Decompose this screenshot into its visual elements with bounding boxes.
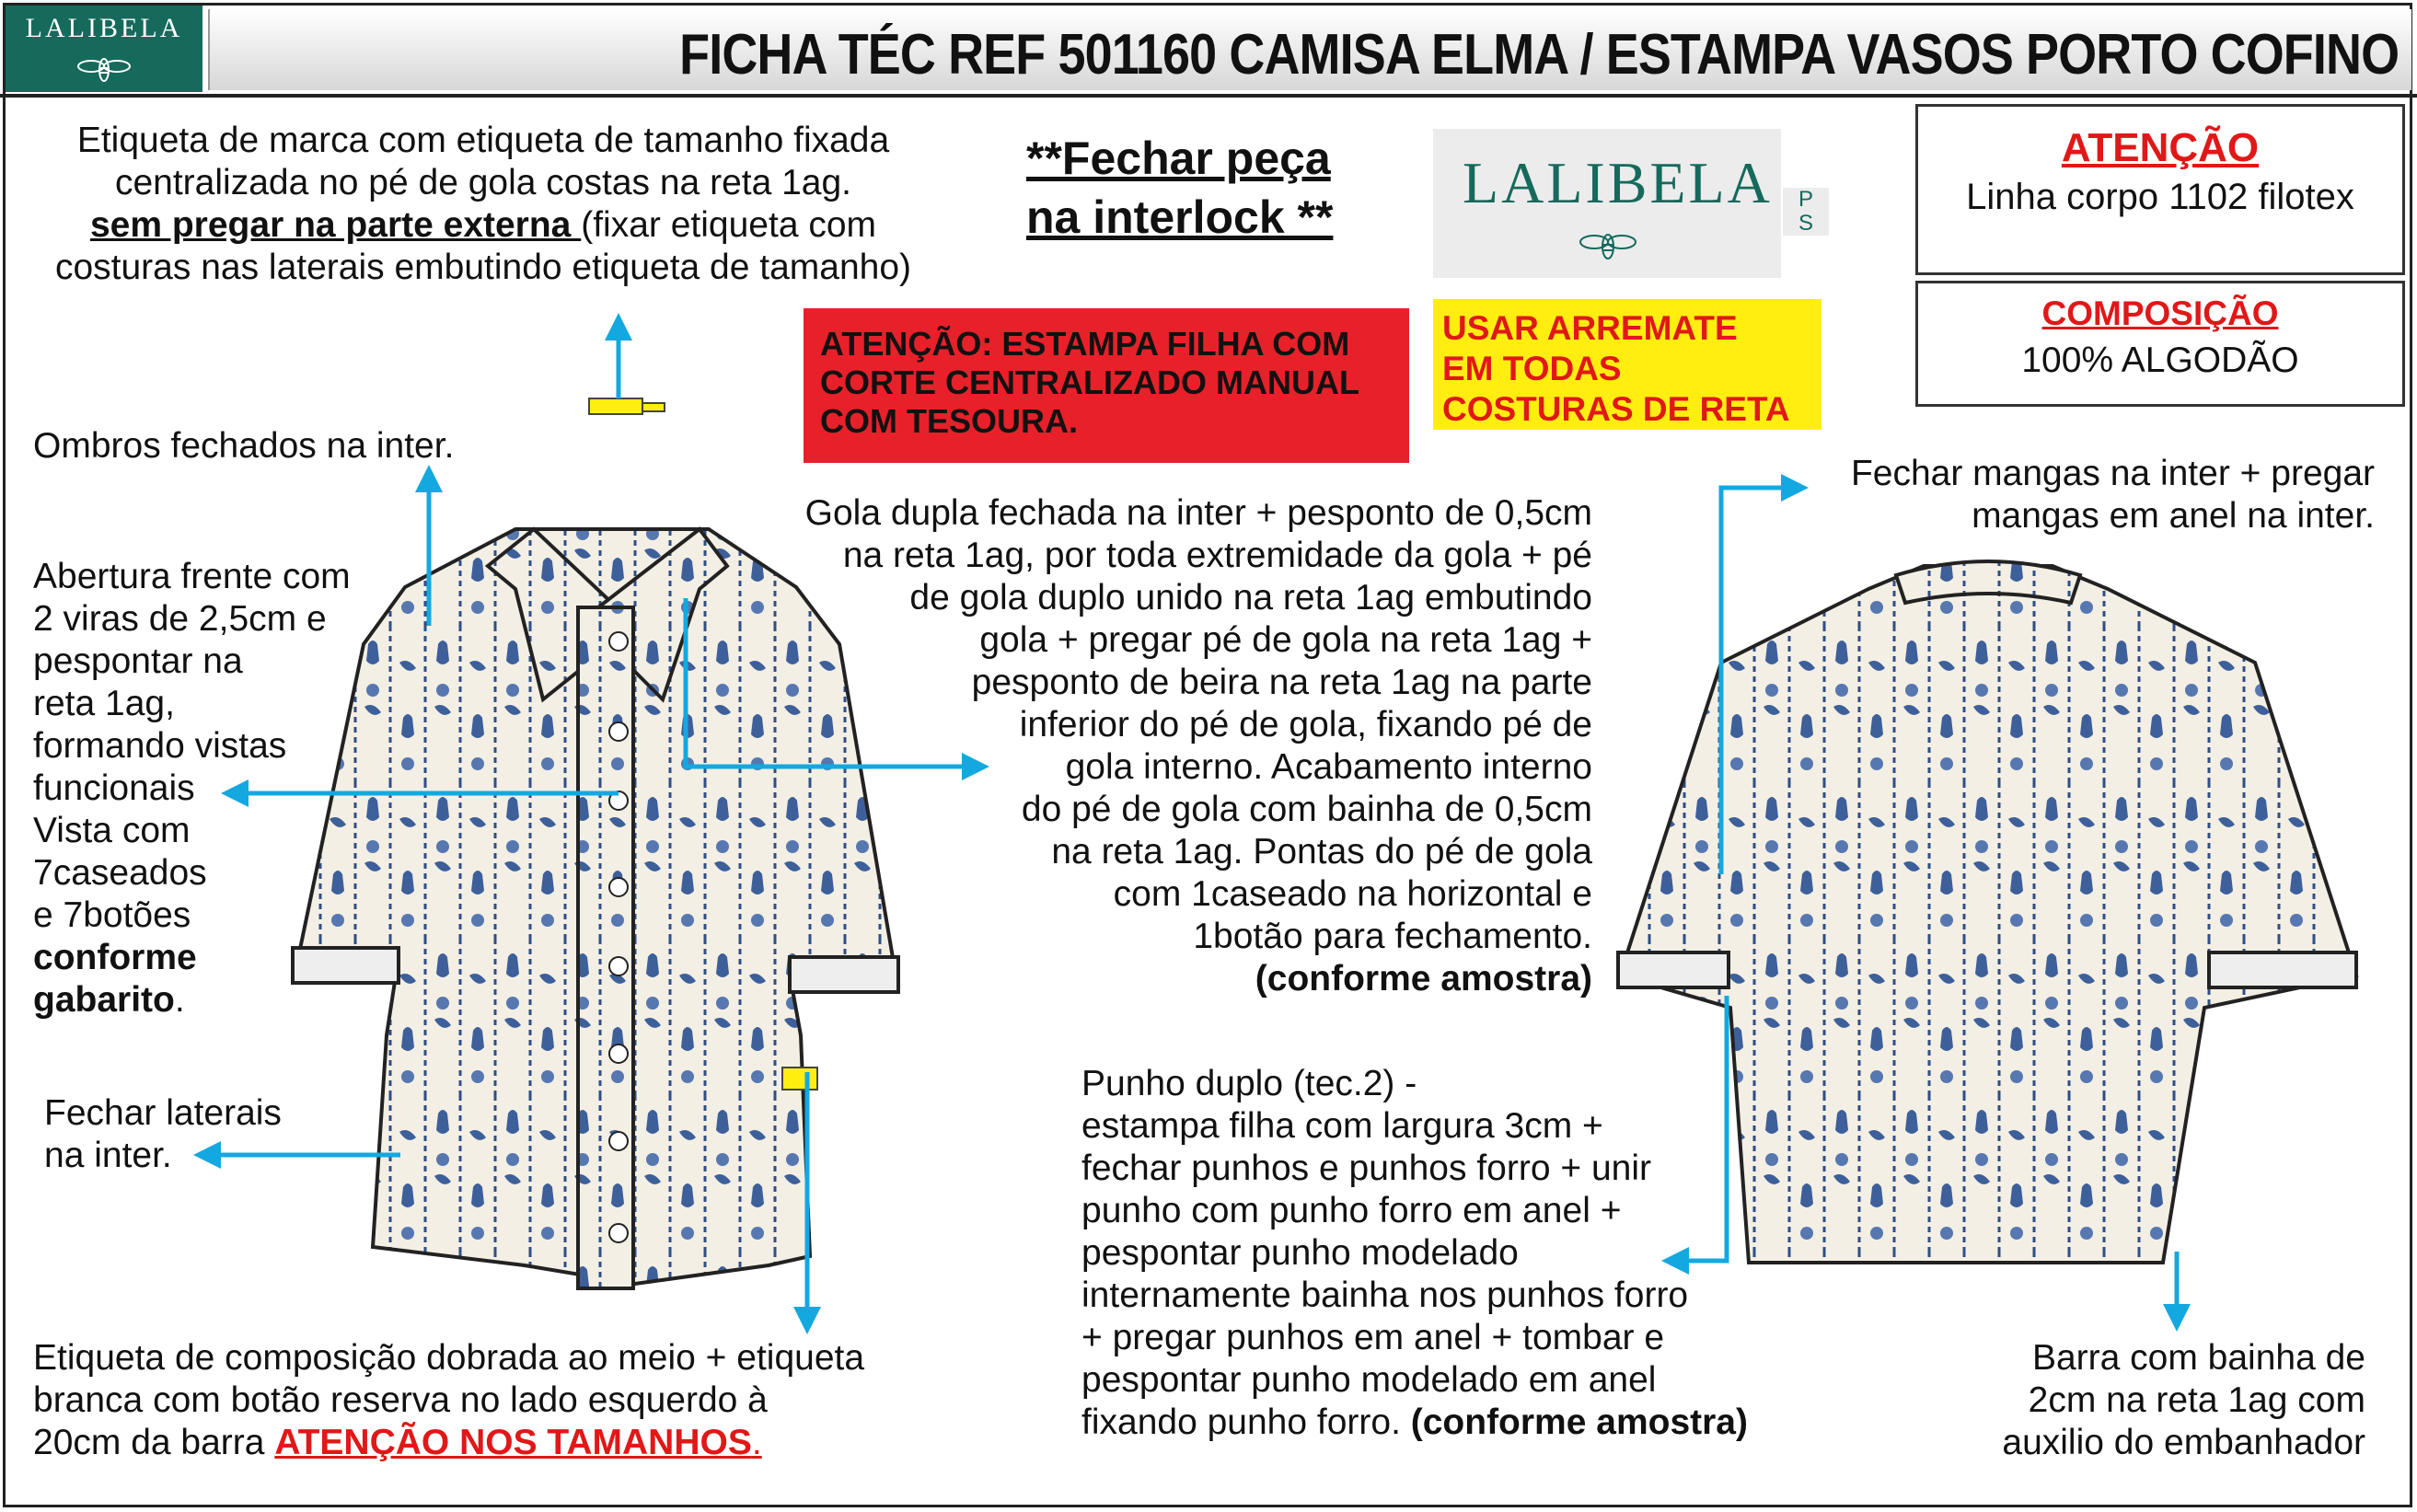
note-line: pespontar punho modelado [1081, 1233, 1519, 1273]
note-line: (conforme amostra) [1255, 959, 1592, 998]
alert-line: EM TODAS [1442, 350, 1622, 387]
note-line: Etiqueta de composição dobrada ao meio + etiqueta [33, 1338, 865, 1378]
note-text: (fixar etiqueta com [581, 205, 877, 245]
size-letter: S [1798, 211, 1813, 236]
arrow-cuff [1675, 996, 1727, 1261]
note-line: pesponto de beira na reta 1ag na parte [971, 663, 1592, 702]
note-text: 20cm da barra [33, 1423, 275, 1462]
alert-line: USAR ARREMATE [1442, 309, 1738, 347]
note-line: estampa filha com largura 3cm + [1081, 1106, 1603, 1146]
note-line: auxilio do embanhador [2002, 1423, 2365, 1462]
note-line: na reta 1ag. Pontas do pé de gola [1051, 832, 1592, 871]
composition-label-marker [782, 1068, 817, 1090]
note-line: Fechar laterais [44, 1093, 282, 1133]
note-line: reta 1ag, [33, 684, 175, 723]
note-line: fechar punhos e punhos forro + unir [1081, 1148, 1651, 1188]
shoulders-note: Ombros fechados na inter. [33, 426, 455, 466]
note-line: Etiqueta de marca com etiqueta de tamanho fixada [76, 121, 890, 160]
note-line: gola + pregar pé de gola na reta 1ag + [979, 620, 1592, 660]
attention-text: Linha corpo 1102 filotex [1966, 177, 2354, 217]
note-line: na inter. [44, 1136, 172, 1175]
note-line: com 1caseado na horizontal e [1113, 874, 1592, 914]
note-emphasis: ATENÇÃO NOS TAMANHOS [274, 1423, 752, 1462]
note-emphasis: gabarito [33, 980, 175, 1020]
document-title: FICHA TÉC REF 501160 CAMISA ELMA / ESTAMPA VASOS PORTO COFINO [678, 23, 2399, 87]
alert-line: ATENÇÃO: ESTAMPA FILHA COM [820, 325, 1350, 363]
note-line: branca com botão reserva no lado esquerdo à [33, 1380, 768, 1420]
note-line: + pregar punhos em anel + tombar e [1081, 1318, 1665, 1357]
alert-line: COM TESOURA. [820, 402, 1079, 440]
note-line: formando vistas [33, 726, 287, 766]
note-text: . [174, 980, 185, 1020]
note-line: de gola duplo unido na reta 1ag embutindo [909, 578, 1592, 617]
note-line: conforme [33, 938, 197, 977]
note-line: funcionais [33, 768, 195, 808]
note-line: costuras nas laterais embutindo etiqueta de tamanho) [54, 248, 912, 287]
note-text: . [751, 1423, 762, 1462]
alert-line: COSTURAS DE RETA [1442, 390, 1790, 428]
brand-label-marker [589, 398, 642, 414]
note-line: Gola dupla fechada na inter + pesponto de 0,5cm [804, 493, 1592, 533]
attention-title: ATENÇÃO [2061, 125, 2260, 170]
note-emphasis: sem pregar na parte externa [89, 205, 582, 245]
note-line: Vista com [33, 811, 191, 850]
note-line: mangas em anel na inter. [1972, 496, 2375, 536]
note-line: na interlock ** [1026, 191, 1334, 243]
note-line: 2 viras de 2,5cm e [33, 599, 327, 639]
brand-logo-text: LALIBELA [25, 13, 183, 43]
note-line: e 7botões [33, 895, 191, 935]
note-line: **Fechar peça [1026, 133, 1331, 184]
note-line: do pé de gola com bainha de 0,5cm [1021, 790, 1592, 829]
note-line: 1botão para fechamento. [1193, 917, 1592, 956]
note-line: 7caseados [33, 853, 207, 893]
note-line: Fechar mangas na inter + pregar [1850, 454, 2375, 493]
note-emphasis: (conforme amostra) [1410, 1402, 1748, 1442]
note-line: Barra com bainha de [2031, 1338, 2365, 1378]
composition-text: 100% ALGODÃO [2021, 340, 2299, 380]
brand-card-name: LALIBELA [1463, 150, 1773, 215]
note-line: pespontar punho modelado em anel [1081, 1360, 1657, 1400]
note-line: na reta 1ag, por toda extremidade da gola + pé [842, 536, 1592, 575]
note-line: 2cm na reta 1ag com [2028, 1380, 2365, 1420]
alert-line: CORTE CENTRALIZADO MANUAL [820, 364, 1359, 401]
note-line: punho com punho forro em anel + [1081, 1191, 1622, 1230]
note-line: centralizada no pé de gola costas na reta 1ag. [114, 163, 852, 202]
note-line: inferior do pé de gola, fixando pé de [1019, 705, 1592, 744]
note-line: gola interno. Acabamento interno [1065, 747, 1592, 787]
note-line: pespontar na [33, 641, 243, 681]
note-line: internamente bainha nos punhos forro [1081, 1275, 1689, 1315]
note-text: fixando punho forro. [1081, 1402, 1411, 1442]
composition-title: COMPOSIÇÃO [2041, 294, 2279, 332]
note-line: Abertura frente com [33, 557, 351, 596]
brand-label-tab [642, 403, 665, 411]
note-line: Punho duplo (tec.2) - [1081, 1064, 1417, 1103]
size-letter: P [1798, 187, 1813, 212]
